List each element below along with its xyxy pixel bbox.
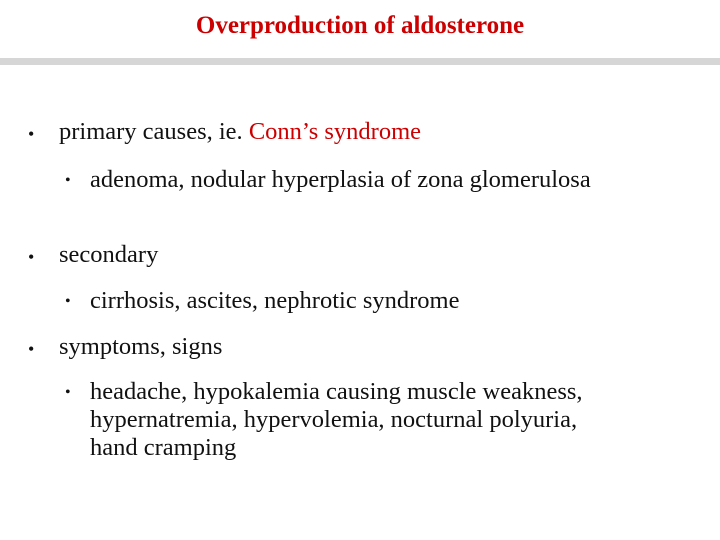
bullet-primary-causes: [28, 118, 688, 146]
sub-bullet-symptoms-list: [65, 378, 625, 462]
bullet-text: symptoms, signs: [59, 333, 223, 360]
bullet-secondary: [28, 241, 688, 269]
sub-bullet-text: cirrhosis, ascites, nephrotic syndrome: [90, 287, 460, 314]
bullet-text: [59, 118, 688, 146]
slide-title-text: Overproduction of aldosterone: [195, 12, 525, 39]
bullet-symptoms: [28, 333, 688, 361]
sub-bullet-text: adenoma, nodular hyperplasia of zona glomerulosa: [90, 166, 591, 193]
bullet-text: secondary: [59, 241, 159, 268]
bullet-text-prefix: primary causes, ie.: [59, 118, 249, 145]
bullet-dot: •: [28, 339, 35, 359]
sub-bullet-cirrhosis: [65, 287, 665, 315]
sub-bullet-dot: •: [65, 172, 71, 189]
sub-bullet-adenoma: [65, 166, 665, 194]
bullet-dot: •: [28, 247, 35, 267]
sub-bullet-text: headache, hypokalemia causing muscle weakness, hypernatremia, hypervolemia, nocturnal polyuria, hand cramping: [90, 378, 583, 461]
sub-bullet-dot: •: [65, 293, 71, 310]
sub-bullet-dot: •: [65, 384, 71, 401]
bullet-dot: •: [28, 124, 35, 144]
bullet-text-highlight: Conn’s syndrome: [248, 118, 421, 145]
